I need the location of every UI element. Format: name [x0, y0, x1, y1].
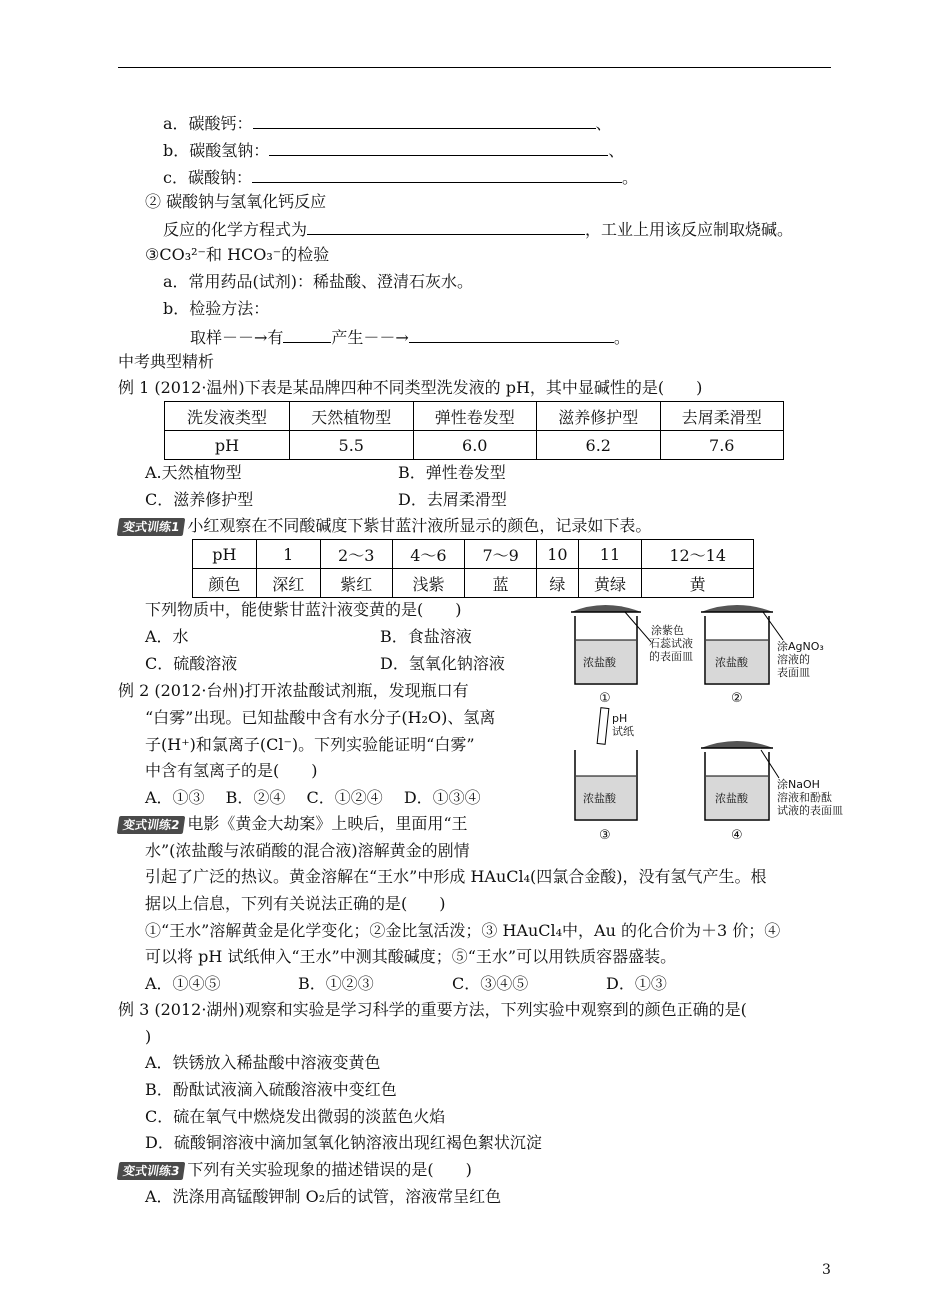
note-text: 试液的表面皿 — [777, 804, 843, 817]
example2-options[interactable]: A．①③ B．②④ C．①②④ D．①③④ — [145, 788, 481, 807]
variant-badge: 变式训练2 — [117, 816, 186, 834]
option[interactable]: B．酚酞试液滴入硫酸溶液中变红色 — [145, 1080, 397, 1099]
table-cell: 蓝 — [465, 569, 537, 598]
variant3-stem: 变式训练3 下列有关实验现象的描述错误的是( ) — [118, 1160, 472, 1180]
option[interactable]: A．水 — [145, 627, 189, 646]
option[interactable]: D．氢氧化钠溶液 — [380, 654, 505, 673]
variant1-question: 下列物质中，能使紫甘蓝汁液变黄的是( ) — [145, 600, 462, 619]
option[interactable]: A．①④⑤ — [145, 974, 221, 993]
option[interactable]: B．食盐溶液 — [380, 627, 472, 646]
line-b: b．碳酸氢钠： 、 — [163, 141, 625, 160]
note-text: 涂NaOH — [777, 778, 820, 791]
option[interactable]: D．去屑柔滑型 — [398, 490, 507, 509]
table-cell: 去屑柔滑型 — [660, 402, 784, 431]
beakers-figure — [565, 600, 850, 845]
option[interactable]: B．①②③ — [298, 974, 374, 993]
variant2-line: 据以上信息，下列有关说法正确的是( ) — [145, 894, 446, 913]
note-text: 的表面皿 — [649, 650, 693, 663]
table-cell: 洗发液类型 — [165, 402, 290, 431]
option[interactable]: A．洗涤用高锰酸钾制 O₂后的试管，溶液常呈红色 — [145, 1187, 502, 1206]
answer-blank[interactable] — [252, 166, 622, 183]
example2-line: 例 2 (2012·台州)打开浓盐酸试剂瓶，发现瓶口有 — [118, 681, 469, 700]
paper-label: pH — [612, 712, 628, 725]
table-cell: 黄 — [642, 569, 754, 598]
table-cell: 天然植物型 — [290, 402, 414, 431]
table-cell: 滋养修护型 — [537, 402, 661, 431]
table-cell: 紫红 — [320, 569, 392, 598]
table-cell: pH — [165, 431, 290, 460]
table-cell: 10 — [537, 540, 578, 569]
variant2-line: 引起了广泛的热议。黄金溶解在“王水”中形成 HAuCl₄(四氯合金酸)，没有氢气产生。根 — [145, 867, 767, 886]
ph-paper — [597, 708, 634, 745]
answer-blank[interactable] — [307, 218, 585, 235]
answer-blank[interactable] — [269, 139, 608, 156]
note-text: 涂紫色 — [651, 624, 684, 637]
variant1-stem: 变式训练1 小红观察在不同酸碱度下紫甘蓝汁液所显示的颜色，记录如下表。 — [118, 516, 651, 536]
variant2-line: 可以将 pH 试纸伸入“王水”中测其酸碱度；⑤“王水”可以用铁质容器盛装。 — [145, 947, 677, 966]
variant1-table — [192, 539, 754, 598]
item3-a: a．常用药品(试剂)：稀盐酸、澄清石灰水。 — [163, 272, 474, 291]
header-rule — [118, 67, 831, 68]
table-cell: 11 — [578, 540, 642, 569]
table-cell: 深红 — [256, 569, 320, 598]
liquid-label: 浓盐酸 — [715, 792, 748, 805]
option[interactable]: C．硫酸溶液 — [145, 654, 238, 673]
section-heading: 中考典型精析 — [118, 352, 215, 371]
table-cell: 2～3 — [320, 540, 392, 569]
option[interactable]: A．铁锈放入稀盐酸中溶液变黄色 — [145, 1053, 381, 1072]
answer-blank[interactable] — [283, 326, 331, 343]
option[interactable]: D．①③ — [606, 974, 667, 993]
liquid-label: 浓盐酸 — [583, 656, 616, 669]
item3-title: ③CO₃²⁻和 HCO₃⁻的检验 — [145, 245, 330, 264]
table-cell: 绿 — [537, 569, 578, 598]
variant2-line: 水”(浓盐酸与浓硝酸的混合液)溶解黄金的剧情 — [145, 841, 470, 860]
note-text: 表面皿 — [777, 666, 810, 679]
line-a: a．碳酸钙： 、 — [163, 114, 612, 133]
option[interactable]: C．滋养修护型 — [145, 490, 254, 509]
figure-number: ② — [731, 691, 743, 706]
liquid-label: 浓盐酸 — [715, 656, 748, 669]
option[interactable]: A.天然植物型 — [145, 463, 242, 482]
table-cell: 1 — [256, 540, 320, 569]
table-cell: 7～9 — [465, 540, 537, 569]
example2-line: 子(H⁺)和氯离子(Cl⁻)。下列实验能证明“白雾” — [145, 735, 475, 754]
beaker-3 — [575, 750, 637, 843]
example3-stem-end: ) — [145, 1027, 152, 1046]
note-text: 石蕊试液 — [649, 637, 693, 650]
answer-blank[interactable] — [253, 112, 596, 129]
paper-label: 试纸 — [612, 725, 634, 738]
variant-badge: 变式训练1 — [117, 518, 186, 536]
item2-text: 反应的化学方程式为 ，工业上用该反应制取烧碱。 — [163, 220, 794, 239]
example3-stem: 例 3 (2012·湖州)观察和实验是学习科学的重要方法，下列实验中观察到的颜色正确的是( — [118, 1000, 747, 1019]
answer-blank[interactable] — [409, 326, 614, 343]
variant-badge: 变式训练3 — [117, 1162, 186, 1180]
example1-table — [164, 401, 784, 460]
table-cell: pH — [193, 540, 257, 569]
item3-steps: 取样－－→有 产生－－→ 。 — [190, 328, 630, 347]
table-cell: 7.6 — [660, 431, 784, 460]
item3-b: b．检验方法： — [163, 299, 270, 318]
table-cell: 4～6 — [392, 540, 464, 569]
option[interactable]: B．弹性卷发型 — [398, 463, 506, 482]
beaker-4 — [701, 741, 843, 843]
option[interactable]: C．硫在氧气中燃烧发出微弱的淡蓝色火焰 — [145, 1107, 446, 1126]
figure-number: ① — [599, 691, 611, 706]
figure-number: ④ — [731, 828, 743, 843]
table-cell: 弹性卷发型 — [413, 402, 537, 431]
table-cell: 黄绿 — [578, 569, 642, 598]
variant2-line: ①“王水”溶解黄金是化学变化；②金比氢活泼；③ HAuCl₄中，Au 的化合价为＋3 价；④ — [145, 921, 781, 940]
variant2-line: 变式训练2 电影《黄金大劫案》上映后，里面用“王 — [118, 814, 468, 834]
note-text: 溶液和酚酞 — [777, 791, 832, 804]
table-cell: 颜色 — [193, 569, 257, 598]
figure-number: ③ — [599, 828, 611, 843]
line-c: c．碳酸钠： 。 — [163, 168, 638, 187]
table-cell: 5.5 — [290, 431, 414, 460]
page-number: 3 — [822, 1262, 831, 1278]
example2-line: 中含有氢离子的是( ) — [145, 761, 318, 780]
table-cell: 12～14 — [642, 540, 754, 569]
example1-stem: 例 1 (2012·温州)下表是某品牌四种不同类型洗发液的 pH，其中显碱性的是( ) — [118, 378, 703, 397]
option[interactable]: C．③④⑤ — [452, 974, 529, 993]
item2-title: ② 碳酸钠与氢氧化钙反应 — [145, 192, 327, 211]
option[interactable]: D．硫酸铜溶液中滴加氢氧化钠溶液出现红褐色絮状沉淀 — [145, 1133, 542, 1152]
note-text: 溶液的 — [777, 653, 810, 666]
example2-line: “白雾”出现。已知盐酸中含有水分子(H₂O)、氢离 — [145, 708, 496, 727]
table-cell: 6.0 — [413, 431, 537, 460]
table-cell: 6.2 — [537, 431, 661, 460]
note-text: 涂AgNO₃ — [777, 640, 824, 653]
table-cell: 浅紫 — [392, 569, 464, 598]
beaker-1 — [571, 605, 693, 706]
beaker-2 — [701, 605, 824, 706]
liquid-label: 浓盐酸 — [583, 792, 616, 805]
